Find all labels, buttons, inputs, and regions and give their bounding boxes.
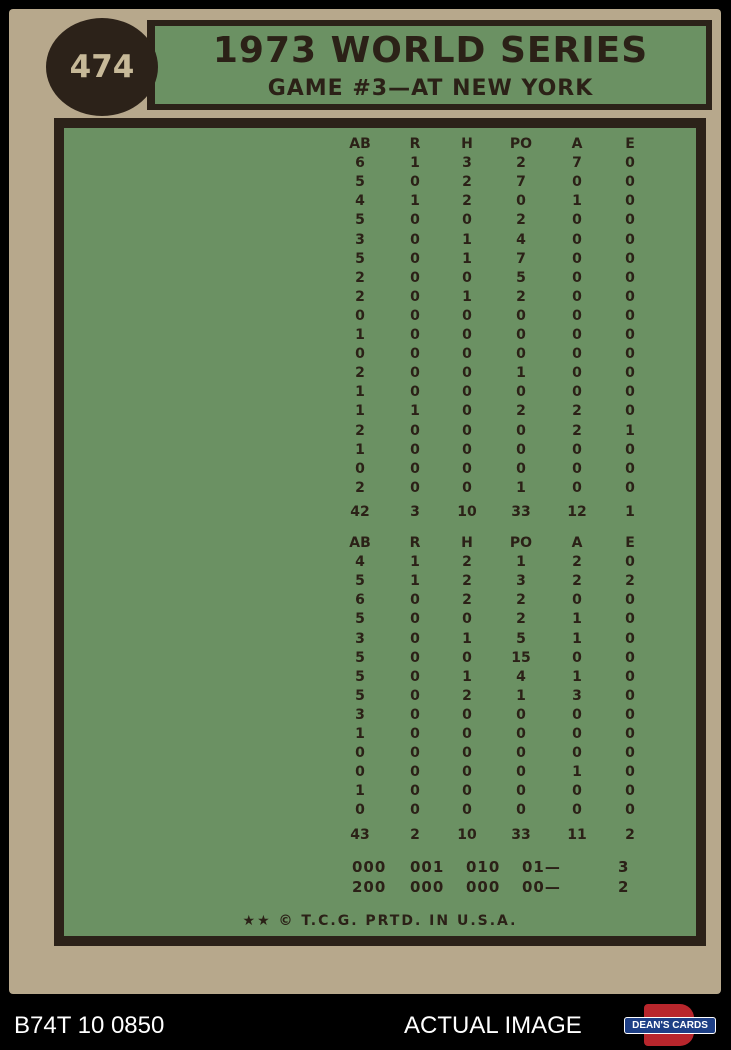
linescore-row — [64, 858, 696, 877]
player-row — [64, 174, 696, 193]
copyright-note: ★★ © T.C.G. PRTD. IN U.S.A. — [242, 913, 518, 929]
player-row — [64, 403, 696, 422]
stat-cell: 0 — [572, 783, 582, 800]
stat-cell: 7 — [516, 174, 526, 191]
stat-cell: 0 — [625, 384, 635, 401]
stat-cell: 4 — [516, 668, 526, 685]
stat-cell: 0 — [355, 460, 365, 477]
stat-cell: 2 — [516, 155, 526, 172]
stat-cell: 0 — [625, 288, 635, 305]
stat-cell: 1 — [355, 783, 365, 800]
stat-cell: 0 — [625, 193, 635, 210]
stat-cell: 0 — [572, 346, 582, 363]
stat-cell: 0 — [572, 365, 582, 382]
stat-cell: 0 — [410, 802, 420, 819]
stat-cell: 0 — [625, 745, 635, 762]
totals-cell: 10 — [457, 826, 477, 843]
stat-cell: 2 — [355, 479, 365, 496]
stat-cell: 7 — [516, 250, 526, 267]
stat-cell: 0 — [516, 764, 526, 781]
stat-cell: 1 — [516, 687, 526, 704]
column-header: A — [571, 535, 583, 551]
stat-cell: 5 — [516, 269, 526, 286]
stat-cell: 0 — [625, 307, 635, 324]
stat-cell: 0 — [572, 649, 582, 666]
stat-cell: 0 — [462, 802, 472, 819]
stat-cell: 0 — [625, 668, 635, 685]
player-row — [64, 365, 696, 384]
stat-cell: 0 — [572, 802, 582, 819]
stat-cell: 0 — [516, 745, 526, 762]
stat-cell: 0 — [625, 174, 635, 191]
player-row — [64, 764, 696, 783]
stat-cell: 0 — [410, 479, 420, 496]
stat-cell: 0 — [516, 422, 526, 439]
player-row — [64, 384, 696, 403]
column-header: E — [625, 535, 635, 551]
stat-cell: 0 — [410, 250, 420, 267]
stat-cell: 0 — [625, 346, 635, 363]
stat-cell: 0 — [572, 307, 582, 324]
stat-cell: 0 — [410, 706, 420, 723]
column-header: PO — [509, 535, 533, 551]
stat-cell: 0 — [462, 460, 472, 477]
stat-cell: 3 — [516, 573, 526, 590]
stat-cell: 2 — [572, 573, 582, 590]
stat-cell: 0 — [462, 441, 472, 458]
stat-cell: 0 — [410, 327, 420, 343]
stat-cell: 15 — [511, 649, 531, 666]
stat-cell: 0 — [625, 611, 635, 628]
stat-cell: 0 — [410, 611, 420, 628]
stat-cell: 0 — [410, 441, 420, 458]
stat-cell: 0 — [410, 764, 420, 781]
totals-cell: 3 — [410, 503, 420, 520]
totals-row — [64, 504, 696, 523]
stat-cell: 0 — [410, 649, 420, 666]
stat-cell: 1 — [572, 668, 582, 685]
stat-cell: 5 — [516, 630, 526, 647]
column-header: H — [461, 535, 473, 551]
stat-cell: 0 — [355, 745, 365, 762]
player-row — [64, 155, 696, 174]
stat-cell: 1 — [410, 573, 420, 590]
stat-cell: 0 — [462, 764, 472, 781]
stat-cell: 0 — [572, 706, 582, 723]
stat-cell: 0 — [516, 327, 526, 343]
stat-cell: 0 — [625, 630, 635, 647]
stat-cell: 0 — [410, 288, 420, 305]
totals-cell: 33 — [511, 503, 531, 520]
stat-cell: 1 — [355, 384, 365, 401]
series-title: 1973 WORLD SERIES — [212, 30, 649, 71]
stat-cell: 0 — [410, 307, 420, 324]
stat-cell: 0 — [462, 212, 472, 229]
stat-cell: 0 — [410, 231, 420, 248]
listing-id: B74T 10 0850 — [14, 1012, 165, 1039]
stat-cell: 1 — [516, 365, 526, 382]
stat-cell: 0 — [625, 460, 635, 477]
stat-cell: 3 — [355, 706, 365, 723]
stat-cell: 1 — [462, 668, 472, 685]
stat-cell: 2 — [355, 422, 365, 439]
stat-cell: 1 — [462, 630, 472, 647]
stat-cell: 0 — [516, 802, 526, 819]
stat-cell: 0 — [410, 422, 420, 439]
stat-cell: 2 — [572, 554, 582, 571]
stat-cell: 0 — [462, 611, 472, 628]
stat-cell: 0 — [516, 460, 526, 477]
linescore-runs: 3 — [618, 857, 630, 876]
totals-cell: 10 — [457, 503, 477, 520]
stat-cell: 7 — [572, 155, 582, 172]
stat-cell: 1 — [355, 441, 365, 458]
stat-cell: 1 — [355, 726, 365, 742]
stat-cell: 0 — [410, 384, 420, 401]
stat-cell: 1 — [572, 764, 582, 781]
logo-text: DEAN'S CARDS — [624, 1017, 716, 1034]
totals-cell: 1 — [625, 503, 635, 520]
player-row — [64, 688, 696, 707]
stat-cell: 0 — [410, 687, 420, 704]
player-row — [64, 308, 696, 327]
stat-cell: 0 — [462, 649, 472, 666]
stat-cell: 3 — [355, 231, 365, 248]
stat-cell: 5 — [355, 668, 365, 685]
linescore-innings: 01— — [522, 857, 561, 876]
stat-cell: 0 — [516, 384, 526, 401]
player-row — [64, 573, 696, 592]
stat-cell: 0 — [516, 706, 526, 723]
stat-cell: 1 — [572, 630, 582, 647]
stat-cell: 5 — [355, 611, 365, 628]
stat-cell: 1 — [410, 554, 420, 571]
stat-cell: 0 — [625, 649, 635, 666]
stat-cell: 0 — [462, 307, 472, 324]
stat-cell: 0 — [355, 764, 365, 781]
player-row — [64, 232, 696, 251]
stat-cell: 6 — [355, 592, 365, 609]
stat-cell: 3 — [355, 630, 365, 647]
stat-cell: 0 — [410, 630, 420, 647]
stat-cell: 0 — [410, 269, 420, 286]
linescore-innings: 200 — [352, 877, 387, 896]
stat-cell: 2 — [572, 403, 582, 420]
stat-cell: 0 — [462, 403, 472, 420]
stat-cell: 1 — [462, 288, 472, 305]
player-row — [64, 461, 696, 480]
linescore-innings: 00— — [522, 877, 561, 896]
totals-cell: 12 — [567, 503, 587, 520]
team-header-row — [64, 136, 696, 155]
stat-cell: 0 — [462, 327, 472, 343]
totals-cell: 2 — [410, 826, 420, 843]
stat-cell: 2 — [516, 403, 526, 420]
series-subtitle: GAME #3—AT NEW YORK — [267, 76, 594, 101]
stat-cell: 4 — [355, 193, 365, 210]
stat-cell: 1 — [410, 155, 420, 172]
stat-cell: 4 — [516, 231, 526, 248]
box-score-panel — [64, 128, 696, 936]
stat-cell: 0 — [572, 745, 582, 762]
stat-cell: 6 — [355, 155, 365, 172]
player-row — [64, 251, 696, 270]
player-row — [64, 327, 696, 346]
column-header: R — [409, 535, 421, 551]
stat-cell: 0 — [410, 592, 420, 609]
stat-cell: 2 — [625, 573, 635, 590]
stat-cell: 0 — [462, 346, 472, 363]
player-row — [64, 289, 696, 308]
stat-cell: 0 — [572, 460, 582, 477]
stat-cell: 0 — [625, 441, 635, 458]
player-row — [64, 802, 696, 821]
stat-cell: 2 — [462, 174, 472, 191]
stat-cell: 0 — [625, 403, 635, 420]
stat-cell: 2 — [355, 269, 365, 286]
stat-cell: 2 — [462, 687, 472, 704]
linescore-runs: 2 — [618, 877, 630, 896]
linescore-innings: 001 — [410, 857, 445, 876]
stat-cell: 5 — [355, 250, 365, 267]
stat-cell: 0 — [572, 726, 582, 742]
series-banner-panel — [155, 26, 706, 104]
stat-cell: 1 — [572, 611, 582, 628]
stat-cell: 0 — [516, 193, 526, 210]
player-row — [64, 346, 696, 365]
stat-cell: 0 — [572, 288, 582, 305]
stat-cell: 5 — [355, 687, 365, 704]
column-header: AB — [349, 535, 371, 551]
stat-cell: 0 — [625, 250, 635, 267]
stat-cell: 0 — [410, 174, 420, 191]
stat-cell: 0 — [625, 687, 635, 704]
player-row — [64, 745, 696, 764]
stat-cell: 0 — [462, 726, 472, 742]
stat-cell: 1 — [355, 403, 365, 420]
deans-cards-logo — [624, 1004, 716, 1046]
stat-cell: 0 — [410, 212, 420, 229]
column-header: A — [571, 136, 583, 152]
totals-cell: 33 — [511, 826, 531, 843]
stat-cell: 4 — [355, 554, 365, 571]
stat-cell: 1 — [410, 193, 420, 210]
stat-cell: 0 — [355, 307, 365, 324]
stat-cell: 0 — [572, 479, 582, 496]
stat-cell: 0 — [410, 365, 420, 382]
column-header: R — [409, 136, 421, 152]
stat-cell: 3 — [572, 687, 582, 704]
stat-cell: 0 — [572, 327, 582, 343]
player-row — [64, 669, 696, 688]
stat-cell: 0 — [572, 231, 582, 248]
player-row — [64, 611, 696, 630]
stat-cell: 0 — [462, 479, 472, 496]
player-row — [64, 270, 696, 289]
player-row — [64, 726, 696, 745]
stat-cell: 1 — [516, 554, 526, 571]
stat-cell: 1 — [572, 193, 582, 210]
stat-cell: 0 — [410, 726, 420, 742]
stat-cell: 0 — [572, 441, 582, 458]
stat-cell: 0 — [410, 346, 420, 363]
stat-cell: 0 — [572, 592, 582, 609]
stat-cell: 0 — [462, 365, 472, 382]
totals-cell: 42 — [350, 503, 370, 520]
stat-cell: 2 — [516, 592, 526, 609]
stat-cell: 0 — [410, 460, 420, 477]
stat-cell: 0 — [355, 346, 365, 363]
stat-cell: 0 — [462, 422, 472, 439]
player-row — [64, 423, 696, 442]
stat-cell: 2 — [572, 422, 582, 439]
stat-cell: 0 — [462, 783, 472, 800]
linescore-innings: 000 — [466, 877, 501, 896]
stat-cell: 2 — [516, 212, 526, 229]
linescore-innings: 000 — [352, 857, 387, 876]
stat-cell: 0 — [625, 365, 635, 382]
player-row — [64, 442, 696, 461]
stat-cell: 0 — [462, 745, 472, 762]
stat-cell: 0 — [625, 706, 635, 723]
stat-cell: 0 — [516, 783, 526, 800]
stat-cell: 0 — [410, 745, 420, 762]
stat-cell: 2 — [462, 193, 472, 210]
stat-cell: 5 — [355, 649, 365, 666]
stat-cell: 1 — [625, 422, 635, 439]
totals-cell: 2 — [625, 826, 635, 843]
stat-cell: 0 — [572, 384, 582, 401]
stat-cell: 0 — [462, 384, 472, 401]
player-row — [64, 783, 696, 802]
stat-cell: 0 — [625, 764, 635, 781]
stat-cell: 0 — [625, 231, 635, 248]
stat-cell: 1 — [462, 231, 472, 248]
stat-cell: 0 — [625, 155, 635, 172]
linescore-innings: 000 — [410, 877, 445, 896]
stat-cell: 0 — [462, 269, 472, 286]
stat-cell: 0 — [625, 269, 635, 286]
stat-cell: 0 — [572, 212, 582, 229]
stat-cell: 0 — [625, 783, 635, 800]
stat-cell: 0 — [572, 269, 582, 286]
stat-cell: 2 — [462, 573, 472, 590]
stat-cell: 2 — [462, 554, 472, 571]
stat-cell: 0 — [355, 802, 365, 819]
stat-cell: 1 — [516, 479, 526, 496]
stat-cell: 0 — [625, 212, 635, 229]
stat-cell: 1 — [355, 327, 365, 343]
linescore-row — [64, 878, 696, 897]
stat-cell: 0 — [572, 250, 582, 267]
card-number-badge — [46, 18, 158, 116]
linescore-innings: 010 — [466, 857, 501, 876]
player-row — [64, 592, 696, 611]
stat-cell: 2 — [516, 611, 526, 628]
stat-cell: 0 — [410, 783, 420, 800]
column-header: AB — [349, 136, 371, 152]
player-row — [64, 212, 696, 231]
stat-cell: 0 — [516, 307, 526, 324]
actual-image-label: ACTUAL IMAGE — [404, 1012, 582, 1039]
totals-cell: 11 — [567, 826, 587, 843]
stat-cell: 3 — [462, 155, 472, 172]
stat-cell: 2 — [355, 288, 365, 305]
card-number: 474 — [69, 49, 135, 85]
stat-cell: 0 — [516, 346, 526, 363]
stat-cell: 5 — [355, 174, 365, 191]
column-header: H — [461, 136, 473, 152]
stat-cell: 1 — [410, 403, 420, 420]
stat-cell: 0 — [625, 327, 635, 343]
totals-cell: 43 — [350, 826, 370, 843]
totals-row — [64, 827, 696, 846]
stat-cell: 0 — [625, 802, 635, 819]
stat-cell: 0 — [572, 174, 582, 191]
stat-cell: 0 — [516, 441, 526, 458]
column-header: E — [625, 136, 635, 152]
stat-cell: 0 — [410, 668, 420, 685]
stat-cell: 5 — [355, 573, 365, 590]
stat-cell: 0 — [625, 479, 635, 496]
player-row — [64, 650, 696, 669]
stat-cell: 0 — [625, 592, 635, 609]
stat-cell: 0 — [516, 726, 526, 742]
player-row — [64, 707, 696, 726]
stat-cell: 0 — [625, 554, 635, 571]
stat-cell: 2 — [516, 288, 526, 305]
player-row — [64, 554, 696, 573]
stat-cell: 1 — [462, 250, 472, 267]
player-row — [64, 480, 696, 499]
stat-cell: 2 — [462, 592, 472, 609]
stat-cell: 2 — [355, 365, 365, 382]
team-header-row — [64, 535, 696, 554]
stat-cell: 5 — [355, 212, 365, 229]
stat-cell: 0 — [625, 726, 635, 742]
player-row — [64, 193, 696, 212]
player-row — [64, 631, 696, 650]
series-banner — [147, 20, 712, 110]
stat-cell: 0 — [462, 706, 472, 723]
column-header: PO — [509, 136, 533, 152]
